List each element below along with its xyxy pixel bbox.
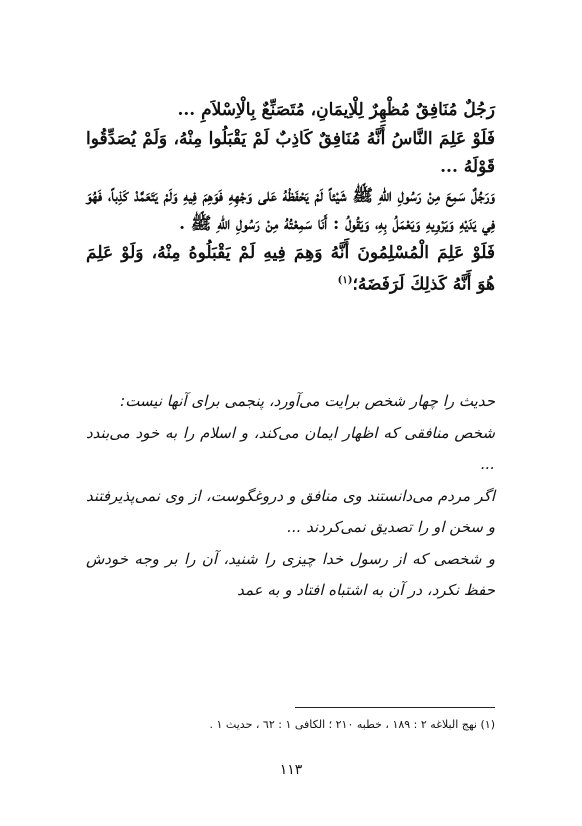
footnote-reference[interactable]: (١) bbox=[337, 275, 353, 286]
persian-line: اگر مردم مى‌دانستند وى منافق و دروغگوست، از وى نمى‌پذيرفتند و سخن او را تصديق نمى‌كردند ... bbox=[86, 486, 495, 536]
arabic-line: فَلَوْ عَلِمَ النَّاسُ أَنَّهُ مُنَافِقٌ كَاذِبٌ لَمْ يَقْبَلُوا مِنْهُ، وَلَمْ يُصَدِّقُوا قَوْلَهُ ... bbox=[86, 128, 495, 177]
persian-translation-block bbox=[86, 386, 495, 607]
persian-line: حديث را چهار شخص برايت مى‌آورد، پنجمى براى آنها نيست: bbox=[120, 392, 495, 410]
page-number: ١١٣ bbox=[279, 762, 303, 778]
footnote: (١) نهج البلاغه ٢ : ١٨٩ ، خطبه ٢١٠ ؛ الكافى ١ : ٦٢ ، حديث ١ . bbox=[209, 718, 495, 731]
arabic-line: فَلَوْ عَلِمَ الْمُسْلِمُونَ أَنَّهُ وَهِمَ فِيهِ لَمْ يَقْبَلُوهُ مِنْهُ، وَلَوْ عَلِمَ هُوَ أَنَّهُ كَذلِكَ لَرَفَضَهُ؛ bbox=[86, 242, 495, 295]
arabic-line-with-footnote bbox=[86, 239, 495, 300]
persian-line: و شخصى كه از رسول خدا چيزى را شنيد، آن را بر وجه خودش حفظ نكرد، در آن به اشتباه افتاد و به عمد bbox=[86, 549, 495, 599]
arabic-line: وَرَجُلٌ سَمِعَ مِنْ رَسُولِ اللهِ ﷺ شَيْئاً لَمْ يَحْفَظْهُ عَلى وَجْهِهِ فَوَهِمَ فِيهِ وَلَمْ يَتَعَمَّدْ كَذِباً، فَهُوَ فِي يَدَيْهِ وَيَرْوِيهِ وَيَعْمَلُ بِهِ، وَيَقُولُ : أَنَا سَمِعْتُهُ مِنْ رَسُولِ اللهِ ﷺ . bbox=[86, 185, 495, 234]
persian-line: شخص منافقى كه اظهار ايمان مى‌كند، و اسلام را به خود مى‌بندد ... bbox=[86, 423, 495, 473]
arabic-text-block bbox=[86, 96, 495, 299]
footnote-divider bbox=[295, 707, 495, 708]
arabic-line: رَجُلٌ مُنَافِقٌ مُظْهِرٌ لِلْاِيمَانِ، مُتَصَنِّعٌ بِالْاِسْلاَمِ ... bbox=[177, 100, 495, 120]
